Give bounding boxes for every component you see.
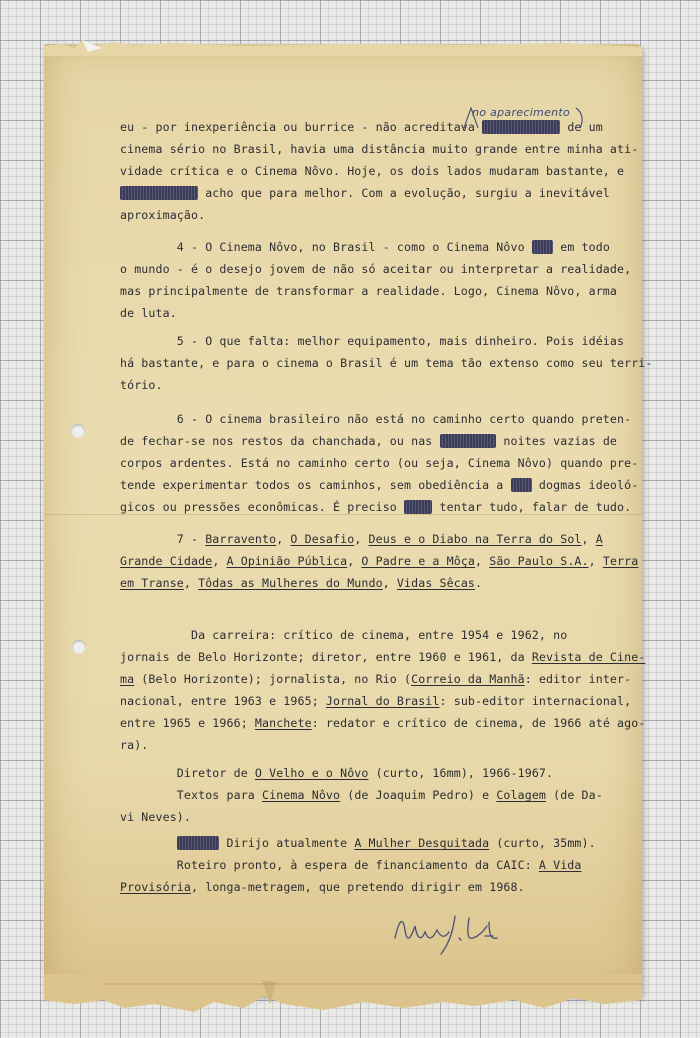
text-line [120, 120, 603, 134]
typed-text: cinema sério no Brasil, havia uma distância muito grande entre minha ati- [120, 142, 639, 156]
text-line [120, 186, 610, 200]
text-line [120, 628, 567, 642]
typed-text: , [276, 532, 291, 546]
text-line [120, 142, 638, 156]
text-line [120, 694, 631, 708]
struck-out-text [120, 186, 198, 200]
underlined-title: Provisória [120, 880, 192, 894]
underlined-title: O Desafio [290, 532, 355, 546]
text-line [120, 880, 525, 894]
underlined-title: Terra [602, 554, 639, 568]
text-line [120, 240, 610, 254]
underlined-title: Cinema Nôvo [262, 788, 341, 802]
text-line [120, 284, 617, 298]
text-line [120, 356, 653, 370]
typed-text: Textos para [120, 788, 263, 802]
typed-text: noites vazias de [496, 434, 618, 448]
struck-out-text [440, 434, 497, 448]
typed-text: corpos ardentes. Está no caminho certo (ou seja, Cinema Nôvo) quando pre- [120, 456, 639, 470]
typed-text: 7 - [120, 532, 206, 546]
typed-text: tentar tudo, falar de tudo. [432, 500, 632, 514]
underlined-title: Tôdas as Mulheres do Mundo [198, 576, 383, 590]
typed-text: (Belo Horizonte); jornalista, no Rio ( [134, 672, 412, 686]
underlined-title: Revista de Cine- [531, 650, 646, 664]
text-line [120, 672, 631, 686]
text-line [120, 810, 191, 824]
struck-out-text [482, 120, 560, 134]
text-line [120, 836, 596, 850]
typed-text: : editor inter- [524, 672, 632, 686]
typed-text: (curto, 16mm), 1966-1967. [368, 766, 554, 780]
typed-text: , longa-metragem, que pretendo dirigir em 1968. [191, 880, 525, 894]
typed-text: nacional, entre 1963 e 1965; [120, 694, 326, 708]
typed-text: Roteiro pronto, à espera de financiamento da CAIC: [120, 858, 539, 872]
typed-text: : sub-editor internacional, [439, 694, 632, 708]
underlined-title: Vidas Sêcas [396, 576, 476, 590]
fold-crease [44, 514, 642, 515]
text-line [120, 262, 631, 276]
underlined-title: Grande Cidade [120, 554, 213, 568]
text-line [120, 434, 617, 448]
typed-text: , [347, 554, 362, 568]
typed-text [120, 836, 177, 850]
text-line [120, 164, 624, 178]
typed-text: jornais de Belo Horizonte; diretor, entre 1960 e 1961, da [120, 650, 532, 664]
typed-text: tende experimentar todos os caminhos, sem obediência a [120, 478, 511, 492]
typed-text: , [354, 532, 369, 546]
text-line [120, 788, 603, 802]
text-line [120, 858, 582, 872]
typed-text: o mundo - é o desejo jovem de não só aceitar ou interpretar a realidade, [120, 262, 632, 276]
handwritten-signature [389, 908, 534, 958]
typed-text: Da carreira: crítico de cinema, entre 1954 e 1962, no [120, 628, 568, 642]
underlined-title: O Padre e a Môça [361, 554, 476, 568]
typed-text: Dirijo atualmente [219, 836, 355, 850]
typed-text: acho que para melhor. Com a evolução, surgiu a inevitável [198, 186, 610, 200]
underlined-title: A Vida [538, 858, 582, 872]
typed-text: , [475, 554, 490, 568]
typed-page [44, 44, 653, 996]
typed-text: , [183, 576, 199, 590]
text-line [120, 576, 482, 590]
underlined-title: São Paulo S.A. [489, 554, 589, 568]
typed-text: de um [560, 120, 603, 134]
text-line [120, 478, 638, 492]
text-line [120, 650, 645, 664]
text-line [120, 554, 638, 568]
text-line [120, 208, 205, 222]
struck-out-text [177, 836, 220, 850]
typed-text: , [212, 554, 227, 568]
insertion-caret [462, 106, 480, 130]
typed-text: : redator e crítico de cinema, de 1966 até ago- [311, 716, 646, 730]
typed-text: em todo [553, 240, 610, 254]
struck-out-text [511, 478, 532, 492]
typed-text: vi Neves). [120, 810, 192, 824]
typed-text: (de Da- [546, 788, 603, 802]
typed-text: vidade crítica e o Cinema Nôvo. Hoje, os dois lados mudaram bastante, e [120, 164, 625, 178]
underlined-title: A [595, 532, 603, 546]
underlined-title: Correio da Manhã [411, 672, 525, 686]
typed-text: . [475, 576, 483, 590]
underlined-title: Jornal do Brasil [325, 694, 440, 708]
typed-text: tório. [120, 378, 163, 392]
underlined-title: Barravento [205, 532, 277, 546]
typed-text: , [382, 576, 397, 590]
underlined-title: A Mulher Desquitada [354, 836, 490, 850]
typed-text: entre 1965 e 1966; [120, 716, 255, 730]
typed-text: 4 - O Cinema Nôvo, no Brasil - como o Cinema Nôvo [120, 240, 532, 254]
text-line [120, 532, 603, 546]
torn-top-edge [44, 38, 642, 56]
typed-text: (de Joaquim Pedro) e [340, 788, 497, 802]
underlined-title: O Velho e o Nôvo [254, 766, 369, 780]
text-line [120, 738, 148, 752]
text-line [120, 378, 163, 392]
typed-text: , [588, 554, 603, 568]
text-line [120, 500, 631, 514]
text-line [120, 766, 553, 780]
text-line [120, 306, 177, 320]
typed-text: 6 - O cinema brasileiro não está no caminho certo quando preten- [120, 412, 632, 426]
underlined-title: A Opinião Pública [226, 554, 348, 568]
handwritten-insert: no aparecimento [472, 106, 571, 119]
typed-text: dogmas ideoló- [531, 478, 639, 492]
typed-text: mas principalmente de transformar a realidade. Logo, Cinema Nôvo, arma [120, 284, 618, 298]
torn-bottom-edge [44, 974, 642, 1014]
text-line [120, 412, 631, 426]
punch-hole-lower [72, 640, 86, 654]
typed-text: de luta. [120, 306, 177, 320]
typed-text: aproximação. [120, 208, 206, 222]
typed-text: gicos ou pressões econômicas. É preciso [120, 500, 405, 514]
struck-out-text [404, 500, 432, 514]
text-line [120, 334, 624, 348]
underlined-title: Colagem [496, 788, 547, 802]
text-line [120, 456, 638, 470]
typed-text: (curto, 35mm). [489, 836, 596, 850]
punch-hole-upper [71, 424, 85, 438]
typed-text: 5 - O que falta: melhor equipamento, mais dinheiro. Pois idéias [120, 334, 625, 348]
typed-text: , [581, 532, 596, 546]
insertion-caret-end [574, 106, 588, 130]
underlined-title: Deus e o Diabo na Terra do Sol [368, 532, 582, 546]
underlined-title: Manchete [254, 716, 312, 730]
struck-out-text [532, 240, 553, 254]
underlined-title: ma [120, 672, 135, 686]
underlined-title: em Transe [120, 576, 184, 590]
typed-text: Diretor de [120, 766, 255, 780]
typed-text: ra). [120, 738, 149, 752]
text-line [120, 716, 645, 730]
typed-text: de fechar-se nos restos da chanchada, ou nas [120, 434, 440, 448]
typed-text: há bastante, e para o cinema o Brasil é um tema tão extenso como seu terri- [120, 356, 653, 370]
typed-text: eu - por inexperiência ou burrice - não acreditava [120, 120, 483, 134]
